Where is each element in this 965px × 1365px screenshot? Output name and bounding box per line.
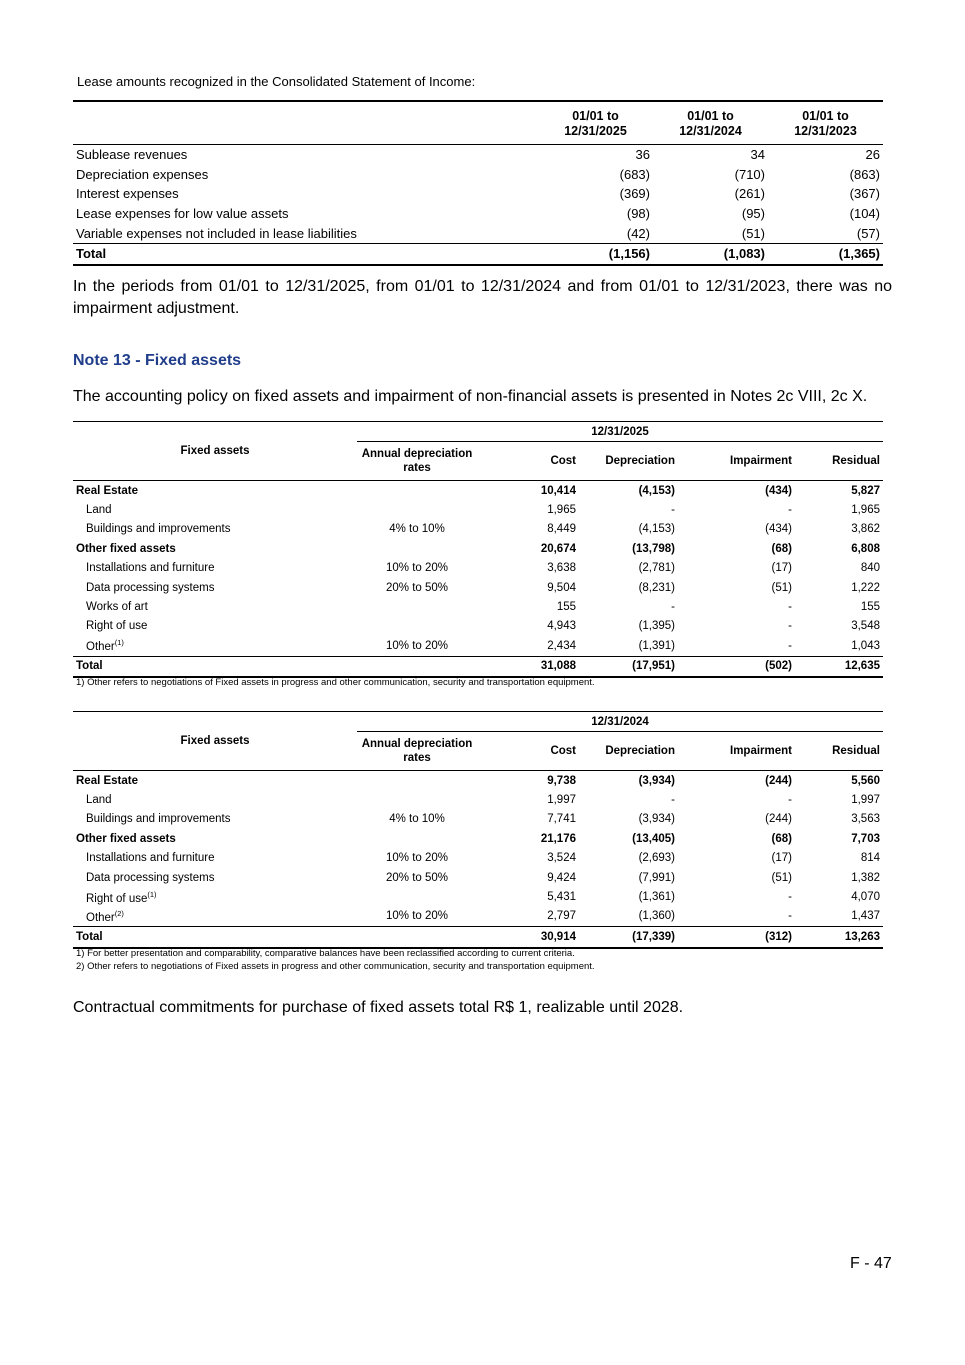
row-impairment: - [788,794,792,807]
lease-row [73,204,883,224]
row-label: Installations and furniture [86,852,215,865]
row-cost: 2,797 [547,910,576,923]
row-depreciation: - [671,601,675,614]
row-label-cell [73,829,357,848]
row-label-cell [73,907,357,927]
row-rate [357,771,477,791]
row-impairment: (244) [765,774,792,787]
header-residual: Residual [795,732,883,771]
table-row [73,907,883,927]
lease-row-value: (51) [741,225,765,241]
row-label-cell [73,539,357,558]
row-label: Land [86,794,112,807]
row-label: Right of use [86,620,148,633]
lease-row-label: Depreciation expenses [76,166,209,182]
lease-row-value: (261) [734,186,765,202]
commitments-paragraph: Contractual commitments for purchase of fixed assets total R$ 1, realizable until 2028. [73,999,684,1016]
total-impairment: (312) [678,927,795,948]
row-residual: 3,548 [851,620,880,633]
lease-row-value: (369) [619,186,650,202]
lease-header-row [73,101,883,145]
row-label: Buildings and improvements [86,813,231,826]
row-rate: 4% to 10% [389,523,445,536]
header-depreciation: Depreciation [579,442,678,481]
total-row [73,927,883,948]
table-row [73,810,883,829]
row-label: Right of use [86,892,148,905]
impairment-paragraph: In the periods from 01/01 to 12/31/2025, from 01/01 to 12/31/2024 and from 01/01 to 12/31/2023, there was no impairment adjustment. [73,278,892,317]
row-cost: 9,504 [547,581,576,594]
row-cost: 7,741 [547,813,576,826]
row-rate [357,790,477,809]
row-residual: 1,043 [851,639,880,652]
row-cost: 5,431 [547,891,576,904]
row-residual: 1,437 [851,910,880,923]
row-impairment: - [788,891,792,904]
table-row [73,578,883,597]
lease-row-label: Variable expenses not included in lease liabilities [76,225,357,241]
footnotes-2025 [76,676,595,689]
row-rate: 10% to 20% [385,562,448,575]
lease-row-value: (95) [741,206,765,222]
lease-total-value: (1,156) [538,243,653,264]
row-rate: 20% to 50% [385,871,448,884]
row-label: Installations and furniture [86,562,215,575]
lease-total-value: (1,365) [768,243,883,264]
row-rate [357,500,477,519]
row-label-cell [73,520,357,539]
row-rate [357,481,477,501]
row-residual: 1,382 [851,871,880,884]
row-depreciation: (3,934) [638,813,675,826]
row-cost: 2,434 [547,639,576,652]
row-impairment: - [788,620,792,633]
header-impairment: Impairment [678,442,795,481]
row-label-cell [73,636,357,656]
total-label: Total [73,927,357,948]
policy-paragraph: The accounting policy on fixed assets and impairment of non-financial assets is presented in Notes 2c VIII, 2c X. [73,388,868,405]
lease-total-label: Total [73,243,538,264]
header-cost: Cost [477,732,579,771]
row-residual: 5,827 [851,484,880,497]
lease-row-value: (42) [626,225,650,241]
row-depreciation: (13,405) [632,832,675,845]
lease-total-row [73,243,883,264]
lease-row-value: (57) [856,225,880,241]
row-residual: 840 [860,562,880,575]
header-residual: Residual [795,442,883,481]
lease-row-value: (710) [734,166,765,182]
row-impairment: (17) [771,562,792,575]
row-label-cell [73,810,357,829]
total-rate-empty [357,927,477,948]
table-row [73,887,883,906]
lease-header-2023: 01/01 to 12/31/2023 [768,101,883,145]
total-cost: 30,914 [477,927,579,948]
lease-caption: Lease amounts recognized in the Consolidated Statement of Income: [77,74,476,89]
total-residual: 12,635 [795,656,883,677]
footnote: 1) For better presentation and comparability, comparative balances have been reclassified according to current criteria. [76,948,575,959]
row-residual: 155 [860,601,880,614]
row-impairment: (68) [771,542,792,555]
row-label-cell [73,868,357,887]
row-impairment: (434) [765,523,792,536]
row-label-cell [73,849,357,868]
row-depreciation: - [671,504,675,517]
total-label: Total [73,656,357,677]
total-depreciation: (17,951) [579,656,678,677]
footnotes-2024 [76,947,595,973]
row-rate [357,597,477,616]
row-cost: 155 [556,601,576,614]
row-depreciation: (4,153) [638,484,675,497]
lease-row [73,223,883,243]
row-residual: 814 [860,852,880,865]
row-cost: 21,176 [540,832,576,845]
row-rate: 20% to 50% [385,581,448,594]
row-label: Land [86,504,112,517]
row-cost: 3,524 [547,852,576,865]
footnote: 1) Other refers to negotiations of Fixed assets in progress and other communication, security and transportation equipment. [76,677,595,688]
row-label-cell [73,597,357,616]
row-residual: 1,997 [851,794,880,807]
lease-row-label: Sublease revenues [76,147,188,163]
row-residual: 7,703 [851,832,880,845]
row-depreciation: (1,360) [638,910,675,923]
row-depreciation: (8,231) [638,581,675,594]
row-residual: 1,222 [851,581,880,594]
lease-row-value: (863) [849,166,880,182]
header-depreciation: Depreciation [579,732,678,771]
lease-row-value: (683) [619,166,650,182]
row-rate [357,829,477,848]
row-cost: 9,738 [547,774,576,787]
row-label-cell [73,887,357,906]
header-fixed-assets: Fixed assets [73,422,357,481]
lease-header-2025: 01/01 to 12/31/2025 [538,101,653,145]
row-depreciation: (1,395) [638,620,675,633]
row-label: Real Estate [76,774,139,787]
row-footnote-marker: (1) [114,638,124,648]
fixed-assets-table-2024 [73,711,883,949]
lease-total-value: (1,083) [653,243,768,264]
row-label-cell [73,559,357,578]
lease-row-value: (98) [626,206,650,222]
row-impairment: - [788,910,792,923]
lease-row-value: (367) [849,186,880,202]
fixed-assets-table-2025 [73,421,883,678]
table-row [73,771,883,791]
footnote: 2) Other refers to negotiations of Fixed assets in progress and other communication, security and transportation equipment. [76,961,595,972]
table-row [73,481,883,501]
row-rate: 10% to 20% [385,910,448,923]
header-fixed-assets: Fixed assets [73,712,357,771]
lease-row-value: 36 [635,147,650,163]
table-row [73,597,883,616]
row-rate: 4% to 10% [389,813,445,826]
row-depreciation: (3,934) [638,774,675,787]
row-cost: 9,424 [547,871,576,884]
row-label: Real Estate [76,484,139,497]
row-rate: 10% to 20% [385,852,448,865]
row-label: Other fixed assets [76,542,176,555]
row-impairment: (244) [765,813,792,826]
row-cost: 3,638 [547,562,576,575]
row-cost: 10,414 [540,484,576,497]
row-residual: 1,965 [851,504,880,517]
row-label-cell [73,617,357,636]
row-label: Other fixed assets [76,832,176,845]
lease-row-label: Lease expenses for low value assets [76,206,289,222]
header-row-period [73,422,883,442]
row-label-cell [73,578,357,597]
row-impairment: (434) [765,484,792,497]
total-cost: 31,088 [477,656,579,677]
row-residual: 3,563 [851,813,880,826]
row-label-cell [73,481,357,501]
table-row [73,559,883,578]
row-rate [357,617,477,636]
note-title: Note 13 - Fixed assets [73,352,242,369]
table-row [73,636,883,656]
row-depreciation: (2,693) [638,852,675,865]
row-label: Works of art [86,601,148,614]
row-impairment: - [788,601,792,614]
row-cost: 8,449 [547,523,576,536]
row-cost: 1,965 [547,504,576,517]
table-row [73,790,883,809]
header-rates: Annual depreciation rates [357,442,477,481]
row-label: Other [86,641,115,654]
row-depreciation: (13,798) [632,542,675,555]
lease-row-label: Interest expenses [76,186,179,202]
row-depreciation: (1,361) [638,891,675,904]
lease-header-2024: 01/01 to 12/31/2024 [653,101,768,145]
row-depreciation: - [671,794,675,807]
table-row [73,829,883,848]
row-rate [357,887,477,906]
row-label-cell [73,771,357,791]
lease-row [73,184,883,204]
table-row [73,617,883,636]
header-period: 12/31/2024 [357,712,883,732]
page-number: F - 47 [850,1255,892,1272]
row-impairment: - [788,504,792,517]
lease-row-value: 26 [865,147,880,163]
lease-row-value: (104) [849,206,880,222]
row-depreciation: (7,991) [638,871,675,884]
row-impairment: (51) [771,871,792,884]
row-residual: 4,070 [851,891,880,904]
row-impairment: - [788,639,792,652]
table-row [73,500,883,519]
lease-row [73,145,883,165]
row-depreciation: (1,391) [638,639,675,652]
row-label: Buildings and improvements [86,523,231,536]
row-label: Other [86,911,115,924]
header-rates: Annual depreciation rates [357,732,477,771]
row-footnote-marker: (2) [114,908,124,918]
row-label: Data processing systems [86,871,215,884]
header-cost: Cost [477,442,579,481]
lease-row [73,165,883,185]
lease-row-value: 34 [750,147,765,163]
total-rate-empty [357,656,477,677]
total-row [73,656,883,677]
row-rate [357,539,477,558]
row-depreciation: (2,781) [638,562,675,575]
row-depreciation: (4,153) [638,523,675,536]
table-row [73,849,883,868]
row-residual: 3,862 [851,523,880,536]
row-impairment: (51) [771,581,792,594]
table-row [73,520,883,539]
row-cost: 20,674 [540,542,576,555]
total-depreciation: (17,339) [579,927,678,948]
row-cost: 1,997 [547,794,576,807]
header-impairment: Impairment [678,732,795,771]
row-impairment: (68) [771,832,792,845]
header-period: 12/31/2025 [357,422,883,442]
row-footnote-marker: (1) [147,889,157,899]
total-impairment: (502) [678,656,795,677]
row-impairment: (17) [771,852,792,865]
row-cost: 4,943 [547,620,576,633]
row-rate: 10% to 20% [385,639,448,652]
table-row [73,868,883,887]
table-row [73,539,883,558]
lease-header-empty [73,101,538,145]
header-row-period [73,712,883,732]
row-label-cell [73,790,357,809]
row-residual: 6,808 [851,542,880,555]
row-residual: 5,560 [851,774,880,787]
total-residual: 13,263 [795,927,883,948]
row-label-cell [73,500,357,519]
lease-table [73,100,883,266]
row-label: Data processing systems [86,581,215,594]
